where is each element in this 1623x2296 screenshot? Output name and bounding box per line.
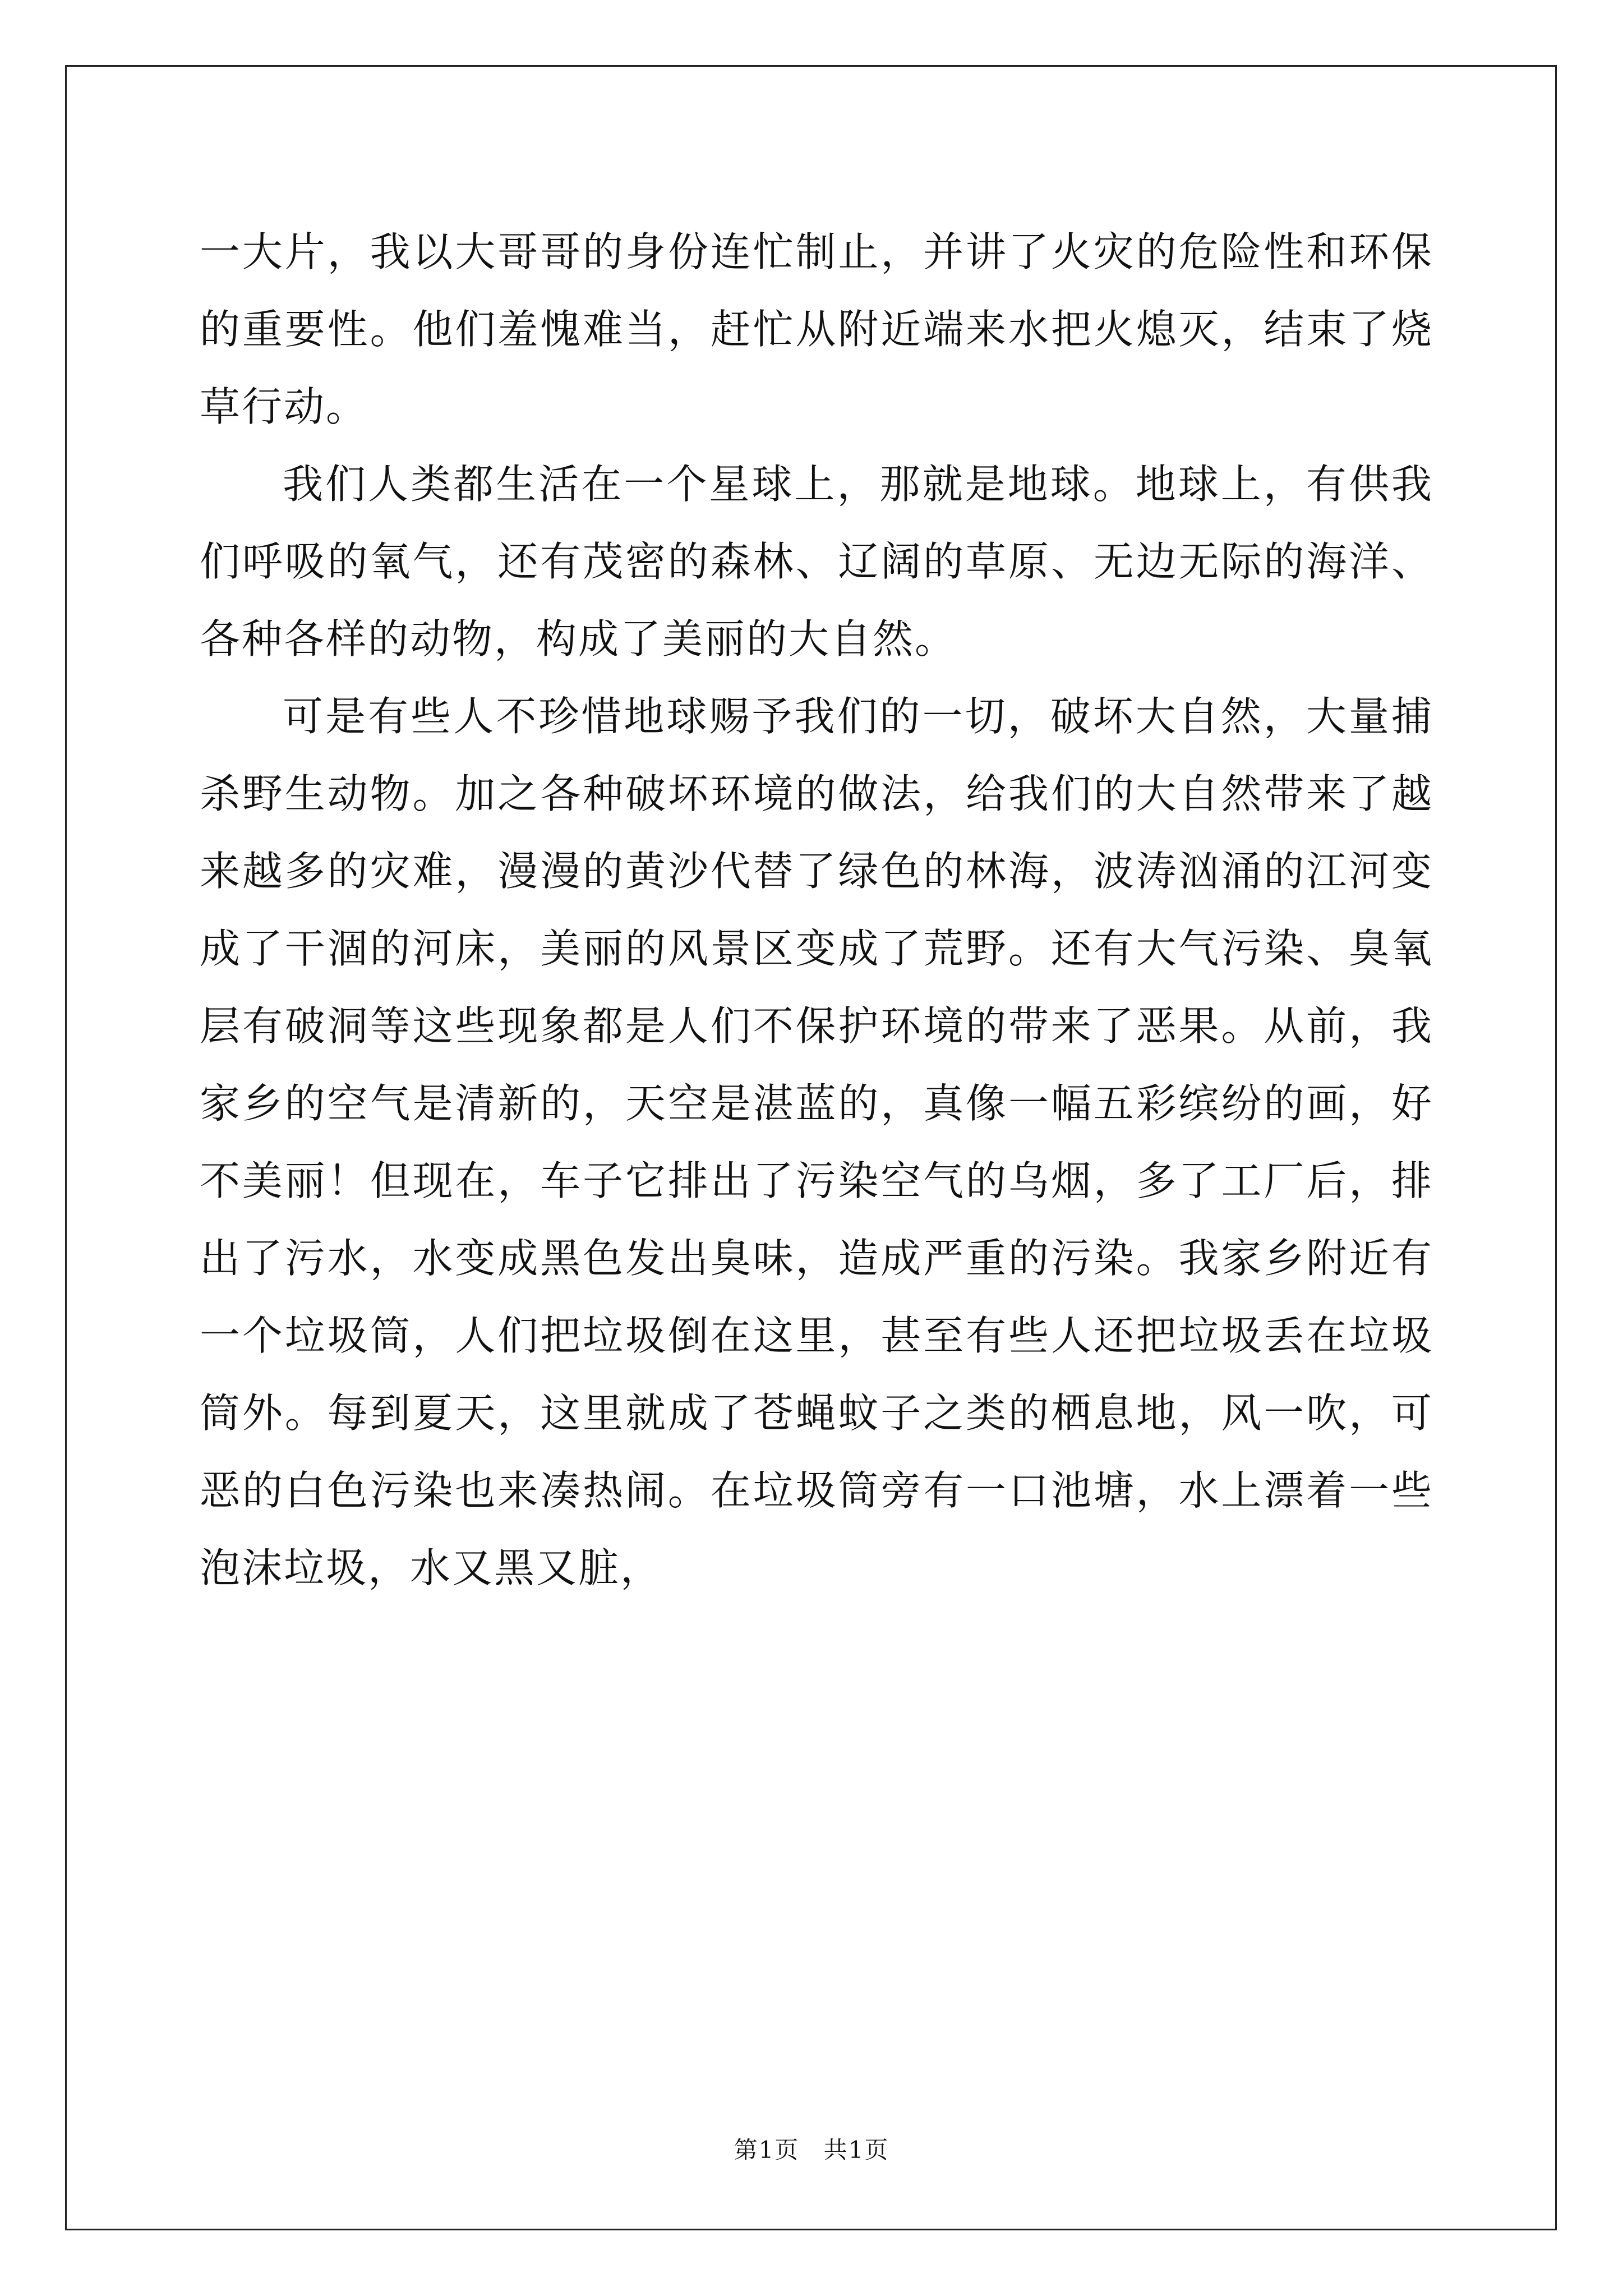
paragraph-2: 我们人类都生活在一个星球上，那就是地球。地球上，有供我们呼吸的氧气，还有茂密的森林、辽阔的草原、无边无际的海洋、各种各样的动物，构成了美丽的大自然。 xyxy=(200,461,1433,662)
page-footer xyxy=(0,2132,1623,2165)
page-number: 第1页 xyxy=(734,2136,800,2164)
page-total: 共1页 xyxy=(823,2136,889,2164)
paragraph-1: 一大片，我以大哥哥的身份连忙制止，并讲了火灾的危险性和环保的重要性。他们羞愧难当，赶忙从附近端来水把火熄灭，结束了烧草行动。 xyxy=(200,228,1433,430)
paragraph-3: 可是有些人不珍惜地球赐予我们的一切，破坏大自然，大量捕杀野生动物。加之各种破坏环境的做法，给我们的大自然带来了越来越多的灾难，漫漫的黄沙代替了绿色的林海，波涛汹涌的江河变成了干涸的河床，美丽的风景区变成了荒野。还有大气污染、臭氧层有破洞等这些现象都是人们不保护环境的带来了恶果。从前，我家乡的空气是清新的，天空是湛蓝的，真像一幅五彩缤纷的画，好不美丽！但现在，车子它排出了污染空气的乌烟，多了工厂后，排出了污水，水变成黑色发出臭味，造成严重的污染。我家乡附近有一个垃圾筒，人们把垃圾倒在这里，甚至有些人还把垃圾丢在垃圾筒外。每到夏天，这里就成了苍蝇蚊子之类的栖息地，风一吹，可恶的白色污染也来凑热闹。在垃圾筒旁有一口池塘，水上漂着一些泡沫垃圾，水又黑又脏， xyxy=(200,693,1433,1591)
document-body xyxy=(200,213,1433,1607)
